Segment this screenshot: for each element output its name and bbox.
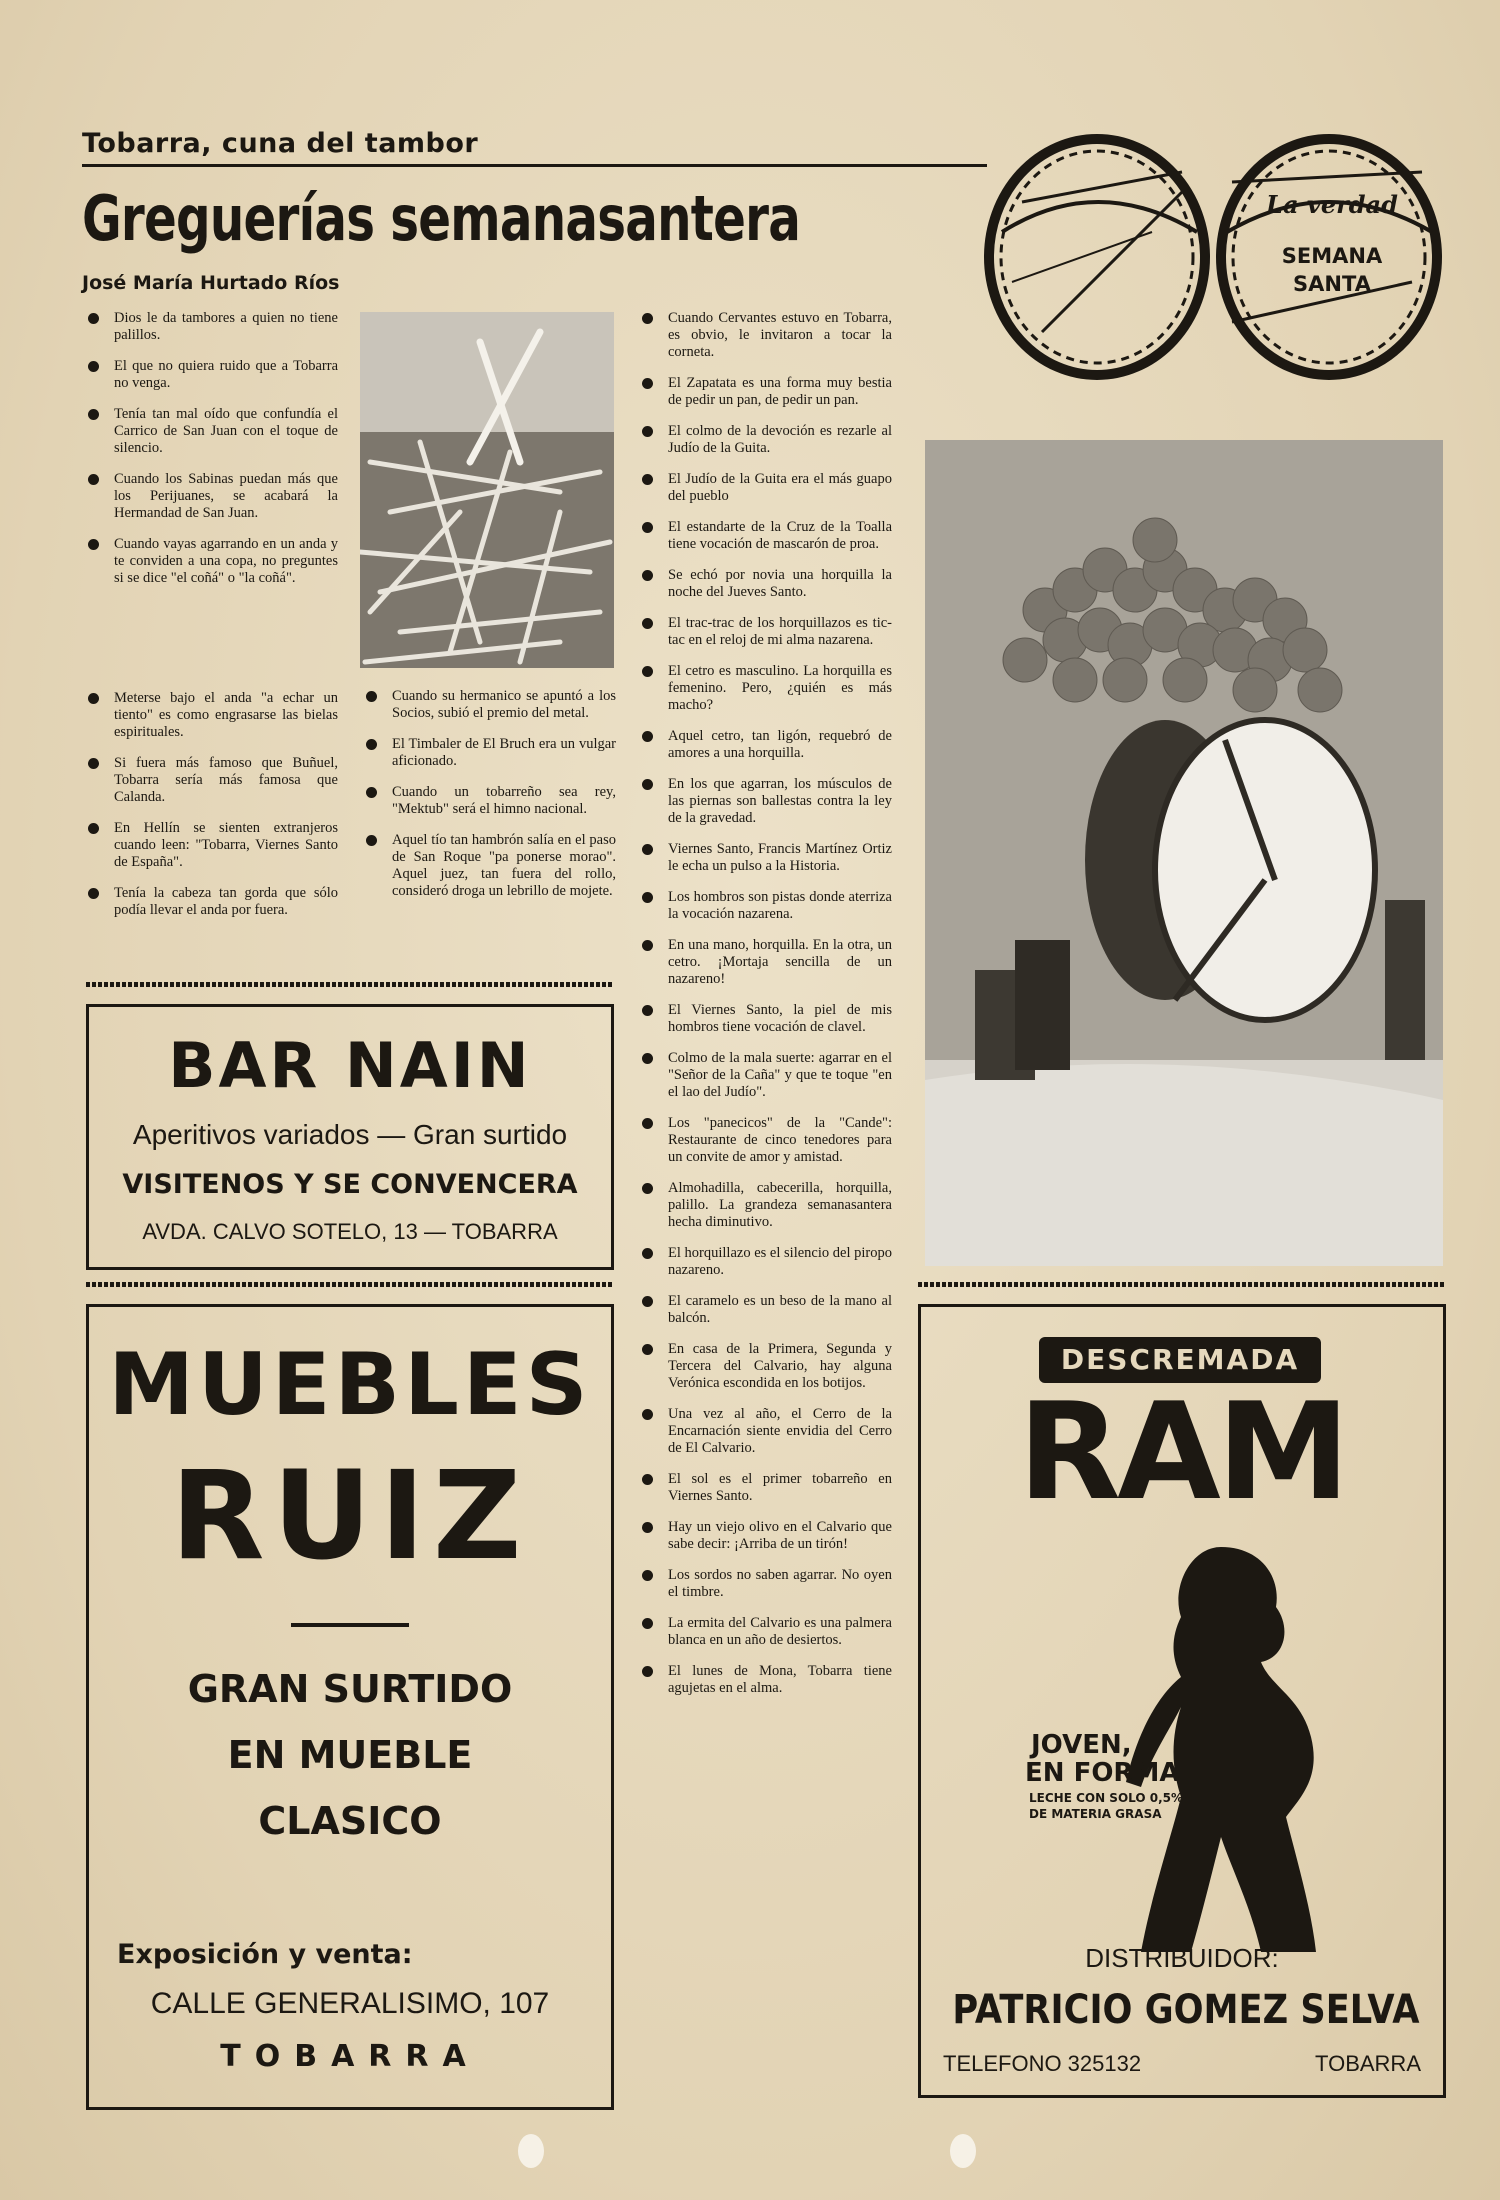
brand-la-verdad: La verdad (1266, 190, 1398, 219)
ad-ram-tag: DESCREMADA (1039, 1337, 1321, 1383)
section-label: Tobarra, cuna del tambor (82, 128, 479, 159)
punch-hole (518, 2134, 544, 2168)
logo-line-santa: SANTA (1293, 272, 1371, 296)
list-item: El caramelo es un beso de la mano al balcón. (636, 1293, 892, 1327)
punch-hole (950, 2134, 976, 2168)
list-item: Cuando los Sabinas puedan más que los Perijuanes, se acabará la Hermandad de San Juan. (82, 471, 338, 522)
list-item: El cetro es masculino. La horquilla es femenino. Pero, ¿quién es más macho? (636, 663, 892, 714)
ad-ram-city: TOBARRA (1315, 2051, 1421, 2076)
ad-muebles-rule (291, 1623, 409, 1627)
list-item: El estandarte de la Cruz de la Toalla tiene vocación de mascarón de proa. (636, 519, 892, 553)
list-item: El trac-trac de los horquillazos es tic-tac en el reloj de mi alma nazarena. (636, 615, 892, 649)
list-item: Los hombros son pistas donde aterriza la vocación nazarena. (636, 889, 892, 923)
ad-bar-slogan: VISITENOS Y SE CONVENCERA (122, 1169, 578, 1200)
ad-bar-name: BAR NAIN (168, 1029, 532, 1102)
separator (86, 1282, 614, 1287)
separator (918, 1282, 1446, 1287)
ad-ram-distribuidor: DISTRIBUIDOR: (1085, 1943, 1279, 1973)
ad-bar-nain (86, 1004, 614, 1270)
list-item: Almohadilla, cabecerilla, horquilla, palillo. La grandeza semanasantera hecha diminutivo. (636, 1180, 892, 1231)
list-item: En casa de la Primera, Segunda y Tercera del Calvario, hay alguna Verónica escondida en los botijos. (636, 1341, 892, 1392)
greguerias-col3 (636, 310, 892, 1711)
headline: Greguerías semanasantera (82, 182, 801, 255)
list-item: Los "panecicos" de la "Cande": Restaurante de cinco tenedores para un convite de amor y amistad. (636, 1115, 892, 1166)
drumsticks-photo (360, 312, 614, 668)
drumsticks-image (360, 312, 614, 668)
separator (86, 982, 614, 987)
list-item: El Zapatata es una forma muy bestia de pedir un pan, de pedir un pan. (636, 375, 892, 409)
greguerias-col1b (82, 690, 338, 933)
list-item: Cuando vayas agarrando en un anda y te conviden a una copa, no preguntes si se dice "el coñá" o "la coñá". (82, 536, 338, 587)
logo-line-semana: SEMANA (1281, 244, 1383, 268)
list-item: Cuando Cervantes estuvo en Tobarra, es obvio, le invitaron a tocar la corneta. (636, 310, 892, 361)
list-item: Se echó por novia una horquilla la noche del Jueves Santo. (636, 567, 892, 601)
list-item: Viernes Santo, Francis Martínez Ortiz le echa un pulso a la Historia. (636, 841, 892, 875)
list-item: Meterse bajo el anda "a echar un tiento" es como engrasarse las bielas espirituales. (82, 690, 338, 741)
semana-santa-logo (982, 112, 1448, 402)
byline: José María Hurtado Ríos (82, 272, 340, 294)
ad-muebles-city: TOBARRA (220, 2039, 480, 2074)
list-item: El colmo de la devoción es rezarle al Judío de la Guita. (636, 423, 892, 457)
ad-bar-address: AVDA. CALVO SOTELO, 13 — TOBARRA (142, 1219, 558, 1244)
list-item: Colmo de la mala suerte: agarrar en el "Señor de la Caña" y que te toque "en el lao del Judío". (636, 1050, 892, 1101)
ad-muebles-address: CALLE GENERALISIMO, 107 (150, 1987, 550, 2020)
list-item: El lunes de Mona, Tobarra tiene agujetas en el alma. (636, 1663, 892, 1697)
list-item: El Judío de la Guita era el más guapo del pueblo (636, 471, 892, 505)
ad-ram-slogan: EN FORMA (1025, 1758, 1180, 1788)
list-item: El horquillazo es el silencio del piropo nazareno. (636, 1245, 892, 1279)
ad-muebles-line: GRAN SURTIDO (187, 1667, 513, 1711)
list-item: En Hellín se sienten extranjeros cuando leen: "Tobarra, Viernes Santo de España". (82, 820, 338, 871)
ad-ram-slogan: JOVEN, (1031, 1730, 1132, 1760)
woman-silhouette-icon (1111, 1537, 1341, 1957)
list-item: El Timbaler de El Bruch era un vulgar aficionado. (360, 736, 616, 770)
ad-muebles-ruiz (86, 1304, 614, 2110)
list-item: Aquel tío tan hambrón salía en el paso de San Roque "pa ponerse morao". Aquel juez, tan fuera del rollo, consideró droga un lebrillo de mojete. (360, 832, 616, 900)
list-item: Dios le da tambores a quien no tiene palillos. (82, 310, 338, 344)
list-item: Los sordos no saben agarrar. No oyen el timbre. (636, 1567, 892, 1601)
drum-balloons-image (925, 440, 1443, 1266)
list-item: Aquel cetro, tan ligón, requebró de amores a una horquilla. (636, 728, 892, 762)
ad-ram-distributor-name: PATRICIO GOMEZ SELVA (952, 1987, 1420, 2033)
list-item: Cuando su hermanico se apuntó a los Socios, subió el premio del metal. (360, 688, 616, 722)
list-item: La ermita del Calvario es una palmera blanca en un año de desiertos. (636, 1615, 892, 1649)
list-item: El que no quiera ruido que a Tobarra no venga. (82, 358, 338, 392)
list-item: Si fuera más famoso que Buñuel, Tobarra sería más famosa que Calanda. (82, 755, 338, 806)
ad-muebles-title: MUEBLES (108, 1335, 592, 1435)
ad-ram (918, 1304, 1446, 2098)
list-item: Tenía la cabeza tan gorda que sólo podía llevar el anda por fuera. (82, 885, 338, 919)
list-item: El sol es el primer tobarreño en Viernes Santo. (636, 1471, 892, 1505)
ad-ram-phone: TELEFONO 325132 (943, 2051, 1142, 2076)
greguerias-col1 (82, 310, 338, 601)
ad-muebles-line: EN MUEBLE (227, 1733, 473, 1777)
ad-ram-slogan-small: LECHE CON SOLO 0,5% (1029, 1791, 1184, 1805)
drum-balloons-photo (925, 440, 1443, 1266)
list-item: Hay un viejo olivo en el Calvario que sabe decir: ¡Arriba de un tirón! (636, 1519, 892, 1553)
list-item: Una vez al año, el Cerro de la Encarnación siente envidia del Cerro de El Calvario. (636, 1406, 892, 1457)
list-item: Cuando un tobarreño sea rey, "Mektub" será el himno nacional. (360, 784, 616, 818)
ad-bar-tagline: Aperitivos variados — Gran surtido (132, 1119, 568, 1150)
list-item: En los que agarran, los músculos de las piernas son ballestas contra la ley de la gravedad. (636, 776, 892, 827)
ad-muebles-name: RUIZ (170, 1445, 530, 1587)
ad-ram-brand: RAM (1017, 1374, 1347, 1530)
list-item: Tenía tan mal oído que confundía el Carrico de San Juan con el toque de silencio. (82, 406, 338, 457)
ad-muebles-exposicion: Exposición y venta: (117, 1939, 413, 1970)
ad-muebles-line: CLASICO (258, 1799, 442, 1843)
ad-ram-slogan-small: DE MATERIA GRASA (1029, 1807, 1162, 1821)
greguerias-col2 (360, 688, 616, 914)
list-item: El Viernes Santo, la piel de mis hombros tiene vocación de clavel. (636, 1002, 892, 1036)
list-item: En una mano, horquilla. En la otra, un cetro. ¡Mortaja sencilla de un nazareno! (636, 937, 892, 988)
header-rule (82, 164, 987, 167)
